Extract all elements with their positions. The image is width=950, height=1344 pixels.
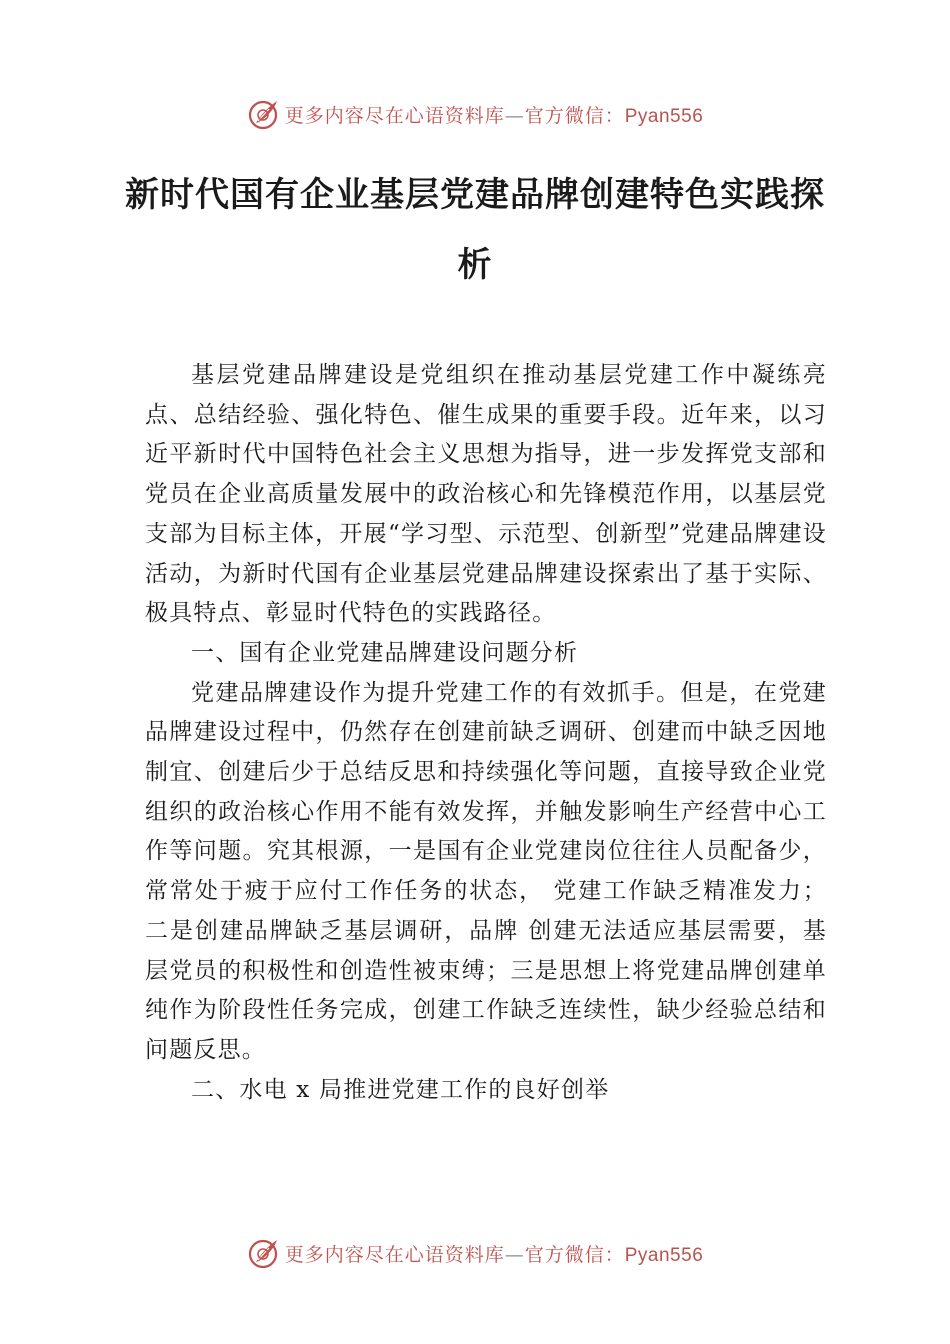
body-paragraph: 党建品牌建设作为提升党建工作的有效抓手。但是，在党建品牌建设过程中，仍然存在创建前缺乏调研、创建而中缺乏因地制宜、创建后少于总结反思和持续强化等问题，直接导致企业党组织的政治核心作用不能有效发挥，并触发影响生产经营中心工作等问题。究其根源，一是国有企业党建岗位往往人员配备少，常常处于疲于应付工作任务的状态， 党建工作缺乏精准发力；二是创建品牌缺乏基层调研，品牌 创建无法适应基层需要，基层党员的积极性和创造性被束缚；三是思想上将党建品牌创建单纯作为阶段性任务完成，创建工作缺乏连续性，缺少经验总结和问题反思。 <box>145 679 827 1063</box>
watermark-contact-label: 官方微信： <box>524 104 625 127</box>
header-watermark <box>0 92 950 136</box>
footer-watermark <box>0 1231 950 1275</box>
document-body <box>145 356 827 1110</box>
section-heading: 一、国有企业党建品牌建设问题分析 <box>191 639 579 666</box>
quill-seal-icon <box>247 97 281 131</box>
section-heading: 二、水电 x 局推进党建工作的良好创举 <box>191 1076 610 1103</box>
watermark-separator: — <box>504 104 525 127</box>
watermark-contact-label: 官方微信： <box>524 1243 625 1266</box>
watermark-text <box>285 1240 704 1267</box>
watermark-contact-id: Pyan556 <box>624 1244 704 1266</box>
quill-seal-icon <box>247 1236 281 1270</box>
watermark-brand: 更多内容尽在心语资料库 <box>284 1243 505 1266</box>
watermark-text <box>285 101 704 128</box>
watermark-separator: — <box>504 1243 525 1266</box>
document-title: 新时代国有企业基层党建品牌创建特色实践探析 <box>125 175 825 285</box>
watermark-contact-id: Pyan556 <box>624 105 704 127</box>
body-paragraph: 基层党建品牌建设是党组织在推动基层党建工作中凝练亮点、总结经验、强化特色、催生成果的重要手段。近年来，以习近平新时代中国特色社会主义思想为指导，进一步发挥党支部和党员在企业高质量发展中的政治核心和先锋模范作用，以基层党支部为目标主体，开展“学习型、示范型、创新型”党建品牌建设活动，为新时代国有企业基层党建品牌建设探索出了基于实际、极具特点、彰显时代特色的实践路径。 <box>145 362 827 627</box>
watermark-brand: 更多内容尽在心语资料库 <box>284 104 505 127</box>
